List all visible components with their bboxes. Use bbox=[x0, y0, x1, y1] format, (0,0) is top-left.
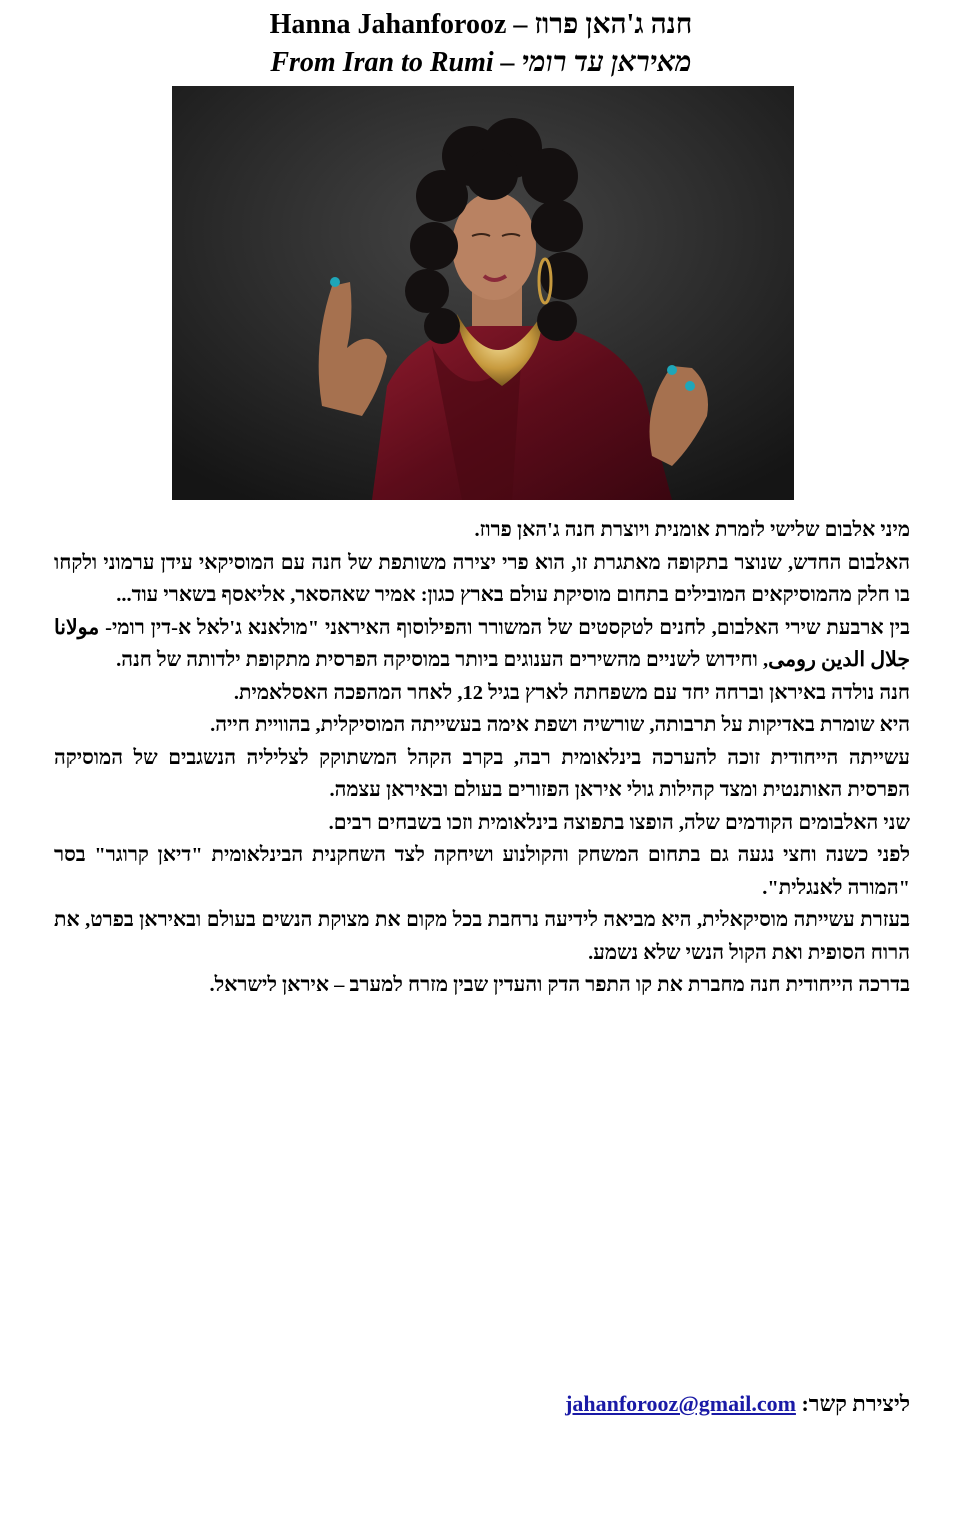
paragraph-culture: היא שומרת באדיקות על תרבותה, שורשיה ושפת אימה בעשייתה המוסיקלית, בהוויית חייה. bbox=[210, 714, 910, 736]
artist-portrait-photo bbox=[172, 86, 794, 500]
paragraph-rumi: בין ארבעת שירי האלבום, לחנים לטקסטים של המשורר והפילוסוף האיראני "מולאנא ג'לאל א-דין רומי- مولانا جلال الدين رومى, וחידוש לשניים מהשירים הענוגים ביותר במוסיקה הפרסית מתקופת ילדותה של חנה. bbox=[54, 616, 910, 671]
paragraph-bridge: בדרכה הייחודית חנה מחברת את קו התפר הדק והעדין שבין מזרח למערב – איראן לישראל. bbox=[209, 974, 910, 996]
contact-label: ליצירת קשר: bbox=[801, 1391, 910, 1416]
paragraph-birth: חנה נולדה באיראן וברחה יחד עם משפחתה לארץ בגיל 12, לאחר המהפכה האסלאמית. bbox=[233, 681, 910, 704]
paragraph-acting: לפני כשנה וחצי נגעה גם בתחום המשחק והקולנוע ושיחקה לצד השחקנית הבינלאומית "דיאן קרוגר" בסר "המורה לאנגלית". bbox=[54, 844, 910, 899]
paragraph-activism: בעזרת עשייתה מוסיקאלית, היא מביאה לידיעה נרחבת בכל מקום את מצוקת הנשים בעולם ובאיראן בפרט, את הרוח הסופית ואת הקול הנשי שלא נשמע. bbox=[54, 909, 910, 964]
paragraph-recognition: עשייתה הייחודית זוכה להערכה בינלאומית רבה, בקרב הקהל המשתוקק לצליליה הנשגבים של המוסיקה הפרסית האותנטית ומצד קהילות גולי איראן הפזורים בעולם ובאיראן עצמה. bbox=[54, 746, 910, 801]
page-subtitle: From Iran to Rumi – מאיראן עד רומי bbox=[270, 47, 692, 78]
article-body bbox=[54, 514, 910, 1002]
paragraph-intro: מיני אלבום שלישי לזמרת אומנית ויוצרת חנה ג'האן פרוז. bbox=[474, 519, 910, 541]
contact-email-link[interactable]: jahanforooz@gmail.com bbox=[565, 1391, 796, 1416]
paragraph-album: האלבום החדש, שנוצר בתקופה מאתגרת זו, הוא פרי יצירה משותפת של חנה עם המוסיקאי עידן ערמוני ולקחו בו חלק מהמוסיקאים המובילים בתחום מוסיקת עולם בארץ כגון: אמיר שאהסאר, אליאסף בשארי עוד... bbox=[54, 551, 910, 606]
page-title: Hanna Jahanforooz – חנה ג'האן פרוז bbox=[269, 9, 693, 40]
paragraph-previous-albums: שני האלבומים הקודמים שלה, הופצו בתפוצה בינלאומית וזכו בשבחים רבים. bbox=[328, 811, 910, 834]
contact-line bbox=[54, 1388, 910, 1420]
